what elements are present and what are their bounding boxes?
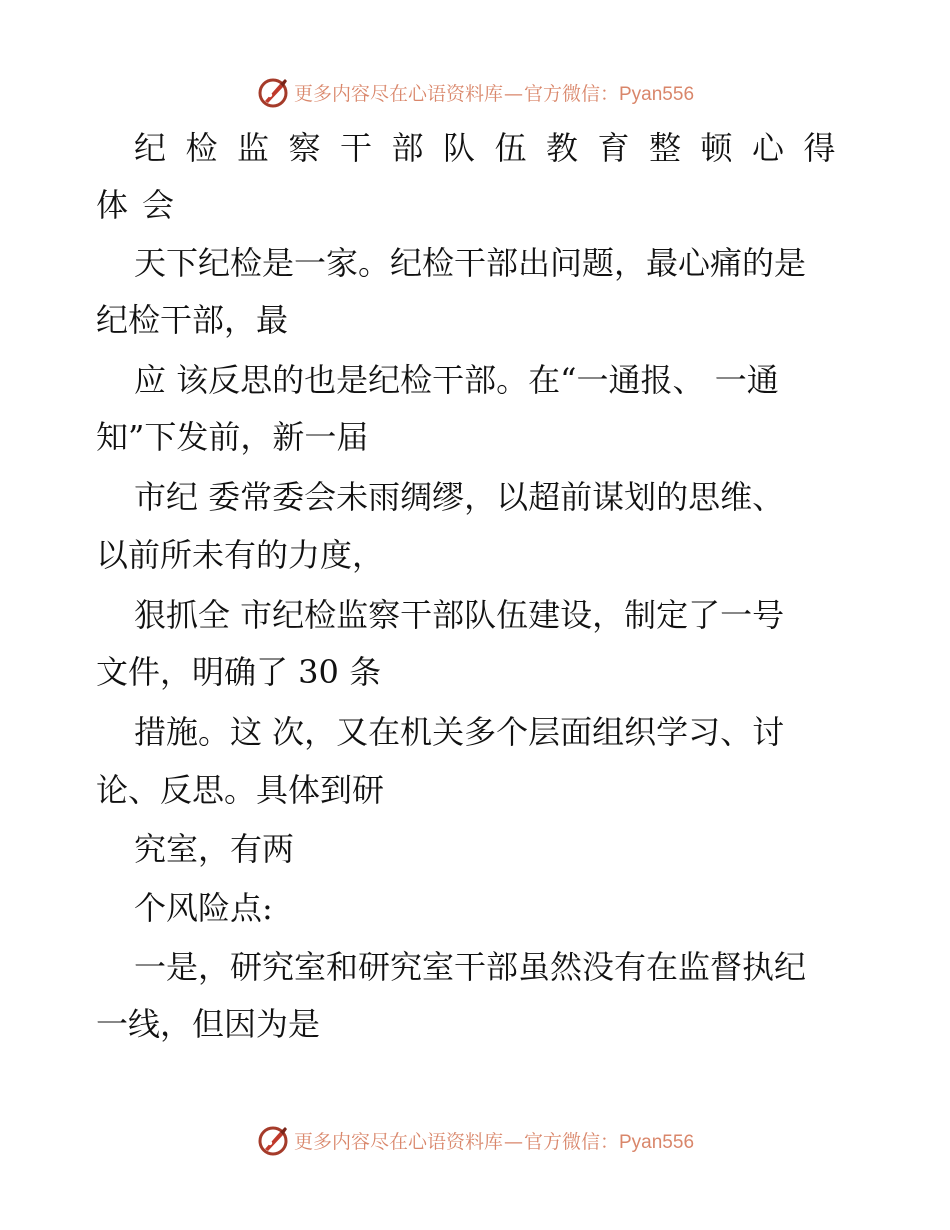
banner-dash: — — [503, 82, 523, 105]
banner-slogan: 更多内容尽在心语资料库 — [293, 82, 503, 105]
paragraph-line: 知”下发前，新一届 — [96, 418, 369, 456]
banner-label: 官方微信： — [523, 1130, 619, 1153]
paragraph-line: 个风险点: — [134, 889, 273, 927]
banner-handle: Pyan556 — [619, 1131, 695, 1153]
paragraph-line: 一线，但因为是 — [96, 1005, 321, 1043]
document-title-line-1: 纪检监察干部队伍教育整顿心得 — [134, 129, 856, 167]
document-title-line-2: 体会 — [96, 186, 189, 224]
paragraph-line: 一是，研究室和研究室干部虽然没有在监督执纪 — [134, 948, 807, 986]
paragraph-line: 天下纪检是一家。纪检干部出问题，最心痛的是 — [134, 244, 807, 282]
paragraph-line: 市纪 委常委会未雨绸缪，以超前谋划的思维、 — [134, 478, 785, 516]
paragraph-line: 究室，有两 — [134, 830, 295, 868]
banner-text — [294, 1127, 694, 1154]
paragraph-line: 措施。这 次，又在机关多个层面组织学习、讨 — [134, 713, 785, 751]
paragraph-line: 狠抓全 市纪检监察干部队伍建设，制定了一号 — [134, 596, 785, 634]
logo-icon — [256, 1123, 290, 1157]
banner-handle: Pyan556 — [619, 83, 695, 105]
footer-banner — [0, 1120, 950, 1160]
paragraph-line: 以前所未有的力度， — [96, 536, 385, 574]
paragraph-line: 文件，明确了 30 条 — [96, 653, 382, 691]
paragraph-line: 应 该反思的也是纪检干部。在“一通报、 一通 — [134, 361, 779, 399]
paragraph-line: 纪检干部，最 — [96, 301, 289, 339]
banner-slogan: 更多内容尽在心语资料库 — [293, 1130, 503, 1153]
paragraph-line: 论、反思。具体到研 — [96, 771, 385, 809]
footer-banner-content — [256, 1123, 694, 1157]
banner-dash: — — [503, 1130, 523, 1153]
banner-label: 官方微信： — [523, 82, 619, 105]
